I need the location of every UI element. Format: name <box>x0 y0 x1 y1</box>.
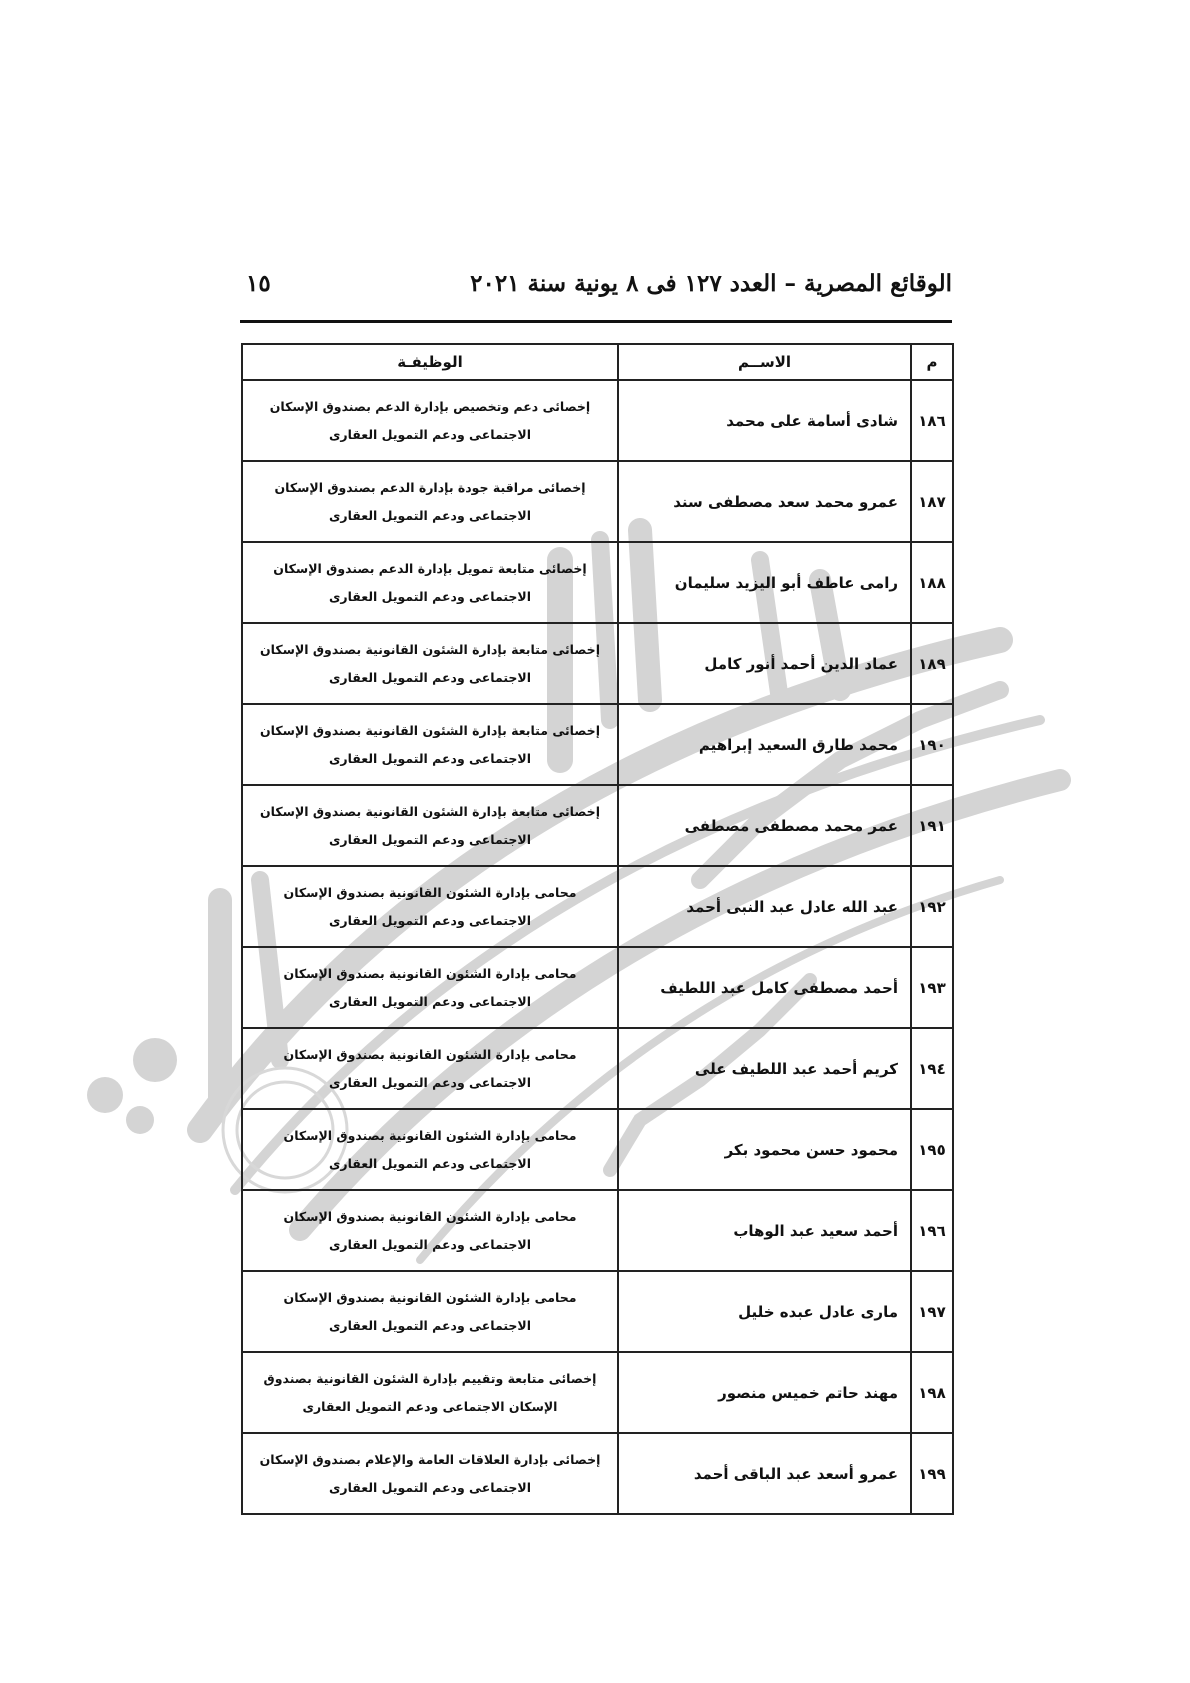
job-title: إخصائى متابعة وتقييم بإدارة الشئون القانونية بصندوق الإسكان الاجتماعى ودعم التمويل العقارى <box>242 1352 618 1433</box>
row-number: ١٨٩ <box>911 623 953 704</box>
row-number: ١٨٦ <box>911 380 953 461</box>
row-number: ١٩٥ <box>911 1109 953 1190</box>
employee-name: عمر محمد مصطفى مصطفى <box>618 785 911 866</box>
job-title: محامى بإدارة الشئون القانونية بصندوق الإسكان الاجتماعى ودعم التمويل العقارى <box>242 1190 618 1271</box>
employee-name: محمد طارق السعيد إبراهيم <box>618 704 911 785</box>
employee-name: شادى أسامة على محمد <box>618 380 911 461</box>
row-number: ١٩٤ <box>911 1028 953 1109</box>
job-title: محامى بإدارة الشئون القانونية بصندوق الإسكان الاجتماعى ودعم التمويل العقارى <box>242 1271 618 1352</box>
employee-name: مهند حاتم خميس منصور <box>618 1352 911 1433</box>
job-title: محامى بإدارة الشئون القانونية بصندوق الإسكان الاجتماعى ودعم التمويل العقارى <box>242 947 618 1028</box>
employee-name: أحمد مصطفى كامل عبد اللطيف <box>618 947 911 1028</box>
employee-name: عماد الدين أحمد أنور كامل <box>618 623 911 704</box>
table-row <box>242 1271 953 1352</box>
header-divider <box>240 320 952 323</box>
row-number: ١٩٦ <box>911 1190 953 1271</box>
employee-name: أحمد سعيد عبد الوهاب <box>618 1190 911 1271</box>
table-row <box>242 785 953 866</box>
table-row <box>242 866 953 947</box>
row-number: ١٩٠ <box>911 704 953 785</box>
job-title: محامى بإدارة الشئون القانونية بصندوق الإسكان الاجتماعى ودعم التمويل العقارى <box>242 1028 618 1109</box>
row-number: ١٨٧ <box>911 461 953 542</box>
employee-name: عمرو أسعد عبد الباقى أحمد <box>618 1433 911 1514</box>
row-number: ١٩٧ <box>911 1271 953 1352</box>
table-row <box>242 1109 953 1190</box>
page-number: ١٥ <box>246 270 271 297</box>
employee-name: كريم أحمد عبد اللطيف على <box>618 1028 911 1109</box>
employee-name: رامى عاطف أبو اليزيد سليمان <box>618 542 911 623</box>
table-row <box>242 542 953 623</box>
table-row <box>242 947 953 1028</box>
job-title: إخصائى دعم وتخصيص بإدارة الدعم بصندوق الإسكان الاجتماعى ودعم التمويل العقارى <box>242 380 618 461</box>
table-row <box>242 623 953 704</box>
employees-table-wrapper <box>241 343 952 1515</box>
row-number: ١٩٣ <box>911 947 953 1028</box>
column-header-number: م <box>911 344 953 380</box>
page-header <box>240 270 952 310</box>
row-number: ١٨٨ <box>911 542 953 623</box>
employees-table <box>241 343 954 1515</box>
employee-name: محمود حسن محمود بكر <box>618 1109 911 1190</box>
row-number: ١٩٨ <box>911 1352 953 1433</box>
table-row <box>242 1433 953 1514</box>
job-title: محامى بإدارة الشئون القانونية بصندوق الإسكان الاجتماعى ودعم التمويل العقارى <box>242 866 618 947</box>
job-title: إخصائى بإدارة العلاقات العامة والإعلام بصندوق الإسكان الاجتماعى ودعم التمويل العقارى <box>242 1433 618 1514</box>
job-title: إخصائى متابعة تمويل بإدارة الدعم بصندوق الإسكان الاجتماعى ودعم التمويل العقارى <box>242 542 618 623</box>
gazette-title: الوقائع المصرية – العدد ١٢٧ فى ٨ يونية سنة ٢٠٢١ <box>470 270 952 297</box>
job-title: إخصائى متابعة بإدارة الشئون القانونية بصندوق الإسكان الاجتماعى ودعم التمويل العقارى <box>242 785 618 866</box>
table-row <box>242 1190 953 1271</box>
column-header-job: الوظيفـة <box>242 344 618 380</box>
column-header-name: الاســم <box>618 344 911 380</box>
job-title: محامى بإدارة الشئون القانونية بصندوق الإسكان الاجتماعى ودعم التمويل العقارى <box>242 1109 618 1190</box>
employee-name: عمرو محمد سعد مصطفى سند <box>618 461 911 542</box>
job-title: إخصائى متابعة بإدارة الشئون القانونية بصندوق الإسكان الاجتماعى ودعم التمويل العقارى <box>242 623 618 704</box>
table-row <box>242 380 953 461</box>
table-header-row <box>242 344 953 380</box>
row-number: ١٩٩ <box>911 1433 953 1514</box>
employee-name: مارى عادل عبده خليل <box>618 1271 911 1352</box>
table-row <box>242 1028 953 1109</box>
job-title: إخصائى متابعة بإدارة الشئون القانونية بصندوق الإسكان الاجتماعى ودعم التمويل العقارى <box>242 704 618 785</box>
table-row <box>242 461 953 542</box>
row-number: ١٩١ <box>911 785 953 866</box>
job-title: إخصائى مراقبة جودة بإدارة الدعم بصندوق الإسكان الاجتماعى ودعم التمويل العقارى <box>242 461 618 542</box>
table-row <box>242 1352 953 1433</box>
table-row <box>242 704 953 785</box>
employee-name: عبد الله عادل عبد النبى أحمد <box>618 866 911 947</box>
row-number: ١٩٢ <box>911 866 953 947</box>
